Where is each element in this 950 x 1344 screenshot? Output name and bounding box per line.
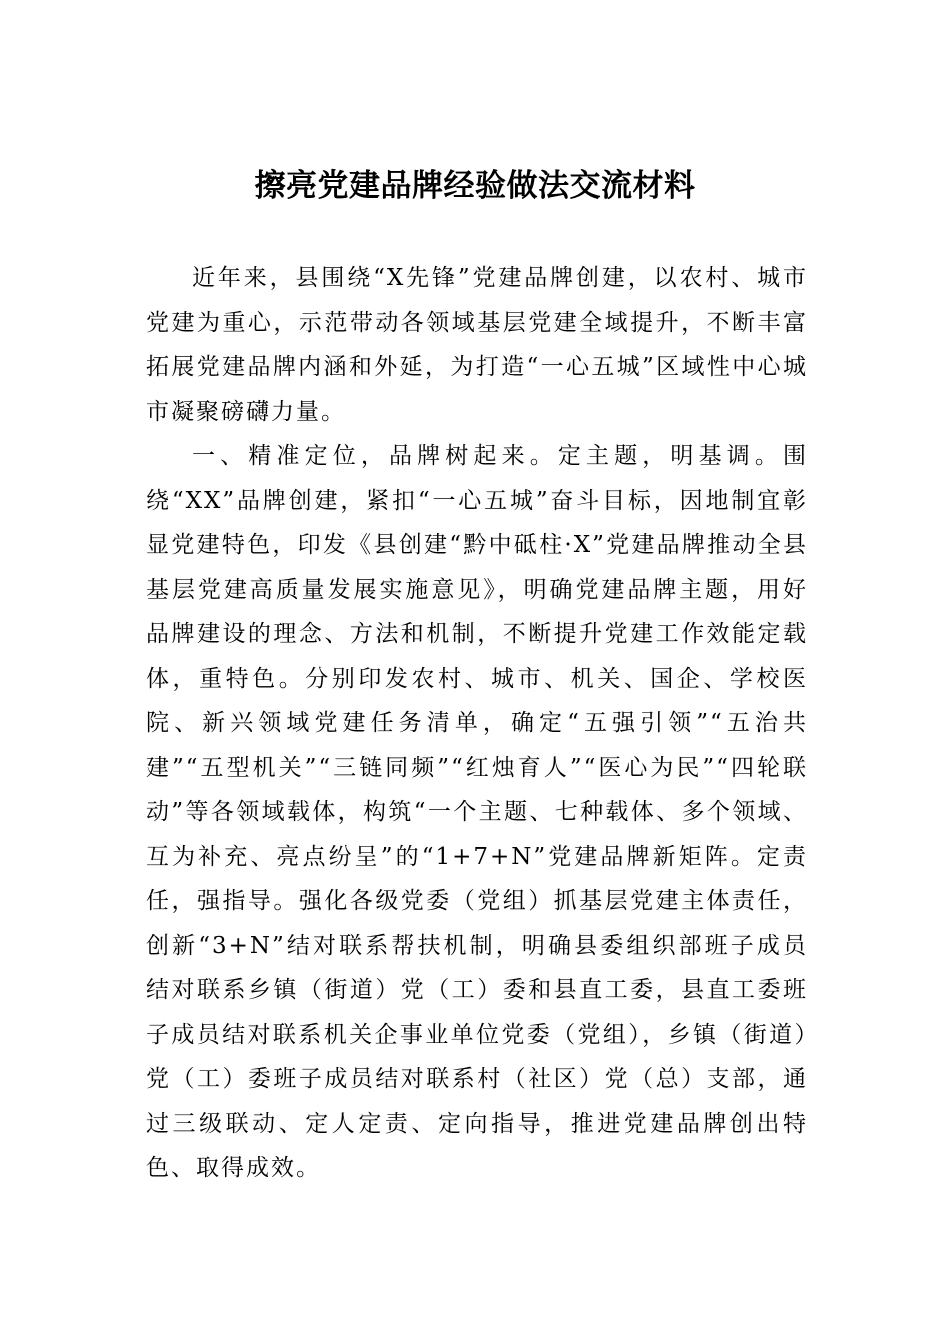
document-body [146, 256, 808, 1191]
document-title: 擦亮党建品牌经验做法交流材料 [254, 168, 696, 204]
paragraph-section-one: 一、精准定位，品牌树起来。定主题，明基调。围绕“XX”品牌创建，紧扣“一心五城”奋斗目标，因地制宜彰显党建特色，印发《县创建“黔中砥柱·X”党建品牌推动全县基层党建高质量发展实施意见》，明确党建品牌主题，用好品牌建设的理念、方法和机制，不断提升党建工作效能定载体，重特色。分别印发农村、城市、机关、国企、学校医院、新兴领域党建任务清单，确定“五强引领”“五治共建”“五型机关”“三链同频”“红烛育人”“医心为民”“四轮联动”等各领域载体，构筑“一个主题、七种载体、多个领域、互为补充、亮点纷呈”的“1+7+N”党建品牌新矩阵。定责任，强指导。强化各级党委（党组）抓基层党建主体责任，创新“3+N”结对联系帮扶机制，明确县委组织部班子成员结对联系乡镇（街道）党（工）委和县直工委，县直工委班子成员结对联系机关企事业单位党委（党组），乡镇（街道）党（工）委班子成员结对联系村（社区）党（总）支部，通过三级联动、定人定责、定向指导，推进党建品牌创出特色、取得成效。 [146, 443, 808, 1181]
paragraph-intro: 近年来，县围绕“X先锋”党建品牌创建，以农村、城市党建为重心，示范带动各领域基层党建全域提升，不断丰富拓展党建品牌内涵和外延，为打造“一心五城”区域性中心城市凝聚磅礴力量。 [146, 265, 808, 425]
